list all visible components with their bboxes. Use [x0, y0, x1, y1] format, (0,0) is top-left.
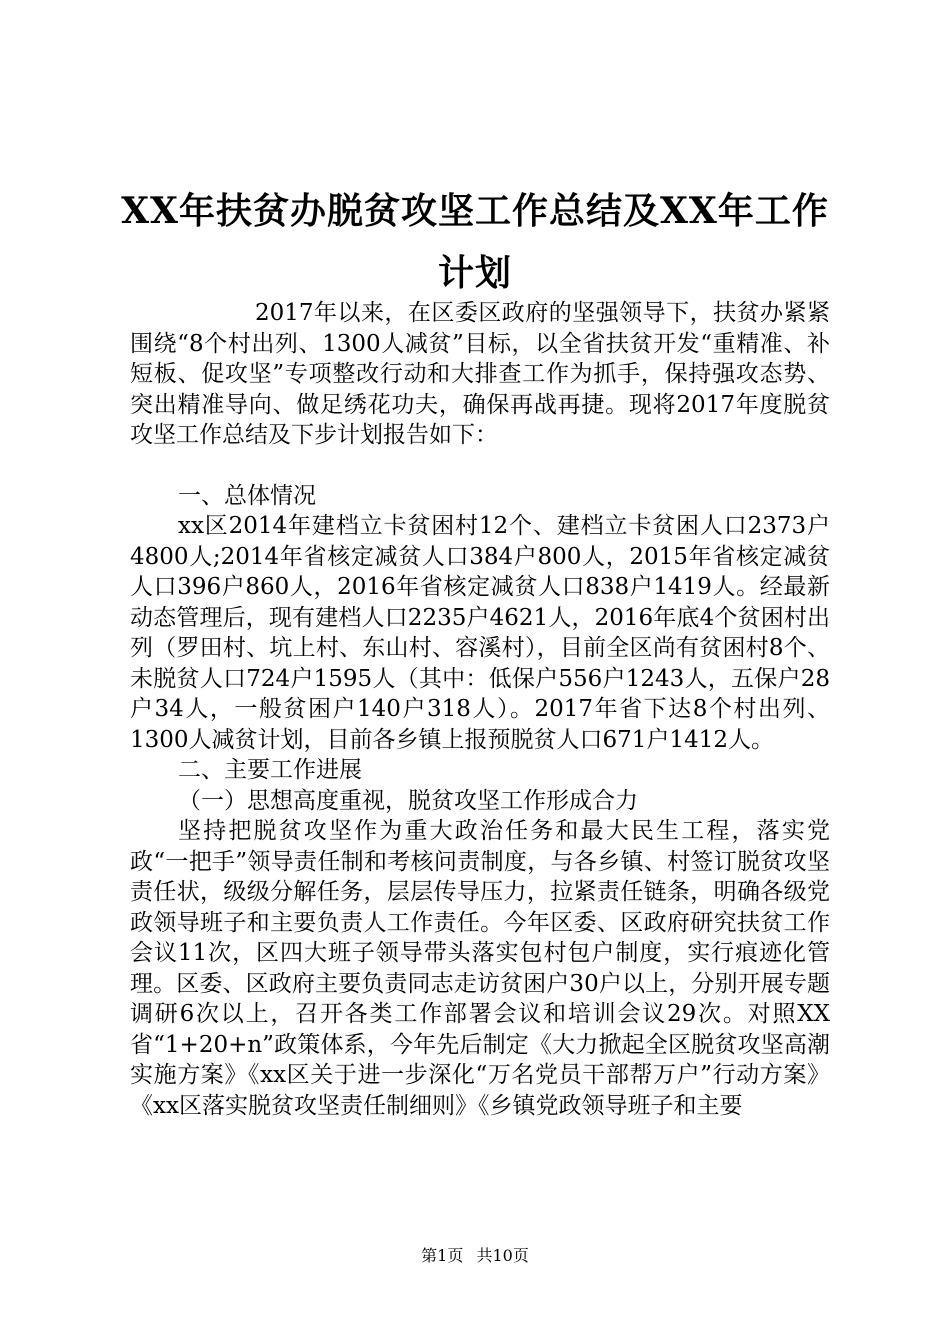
document-title: XX年扶贫办脱贫攻坚工作总结及XX年工作计划	[121, 190, 829, 294]
paragraph-gap	[130, 451, 830, 481]
overview-paragraph: xx区2014年建档立卡贫困村12个、建档立卡贫困人口2373户4800人;2014年省核定减贫人口384户800人，2015年省核定减贫人口396户860人，2016年省核定减贫人口838户1419人。经最新动态管理后，现有建档人口2235户4621人，2016年底4个贫困村出列（罗田村、坑上村、东山村、容溪村），目前全区尚有贫困村8个、未脱贫人口724户1595人（其中：低保户556户1243人，五保户28户34人，一般贫困户140户318人）。2017年省下达8个村出列、1300人减贫计划，目前各乡镇上报预脱贫人口671户1412人。	[130, 513, 830, 753]
progress-paragraph: 坚持把脱贫攻坚作为重大政治任务和最大民生工程，落实党政“一把手”领导责任制和考核问责制度，与各乡镇、村签订脱贫攻坚责任状，级级分解任务，层层传导压力，拉紧责任链条，明确各级党政领导班子和主要负责人工作责任。今年区委、区政府研究扶贫工作会议11次，区四大班子领导带头落实包村包户制度，实行痕迹化管理。区委、区政府主要负责同志走访贫困户30户以上，分别开展专题调研6次以上，召开各类工作部署会议和培训会议29次。对照XX省“1+20+n”政策体系，今年先后制定《大力掀起全区脱贫攻坚高潮实施方案》《xx区关于进一步深化“万名党员干部帮万户”行动方案》《xx区落实脱贫攻坚责任制细则》《乡镇党政领导班子和主要	[130, 818, 830, 1119]
subsection-heading-1: （一）思想高度重视，脱贫攻坚工作形成合力	[178, 787, 638, 814]
page-number: 第1页	[421, 1246, 464, 1265]
page-total: 共10页	[476, 1246, 529, 1265]
intro-paragraph: 2017年以来，在区委区政府的坚强领导下，扶贫办紧紧围绕“8个村出列、1300人减贫”目标，以全省扶贫开发“重精准、补短板、促攻坚”专项整改行动和大排查工作为抓手，保持强攻态势、突出精准导向、做足绣花功夫，确保再战再捷。现将2017年度脱贫攻坚工作总结及下步计划报告如下：	[130, 300, 830, 448]
section-heading-progress: 二、主要工作进展	[178, 757, 362, 783]
document-body	[130, 298, 830, 1121]
section-heading-overview: 一、总体情况	[178, 482, 316, 509]
page-footer	[0, 1246, 950, 1266]
